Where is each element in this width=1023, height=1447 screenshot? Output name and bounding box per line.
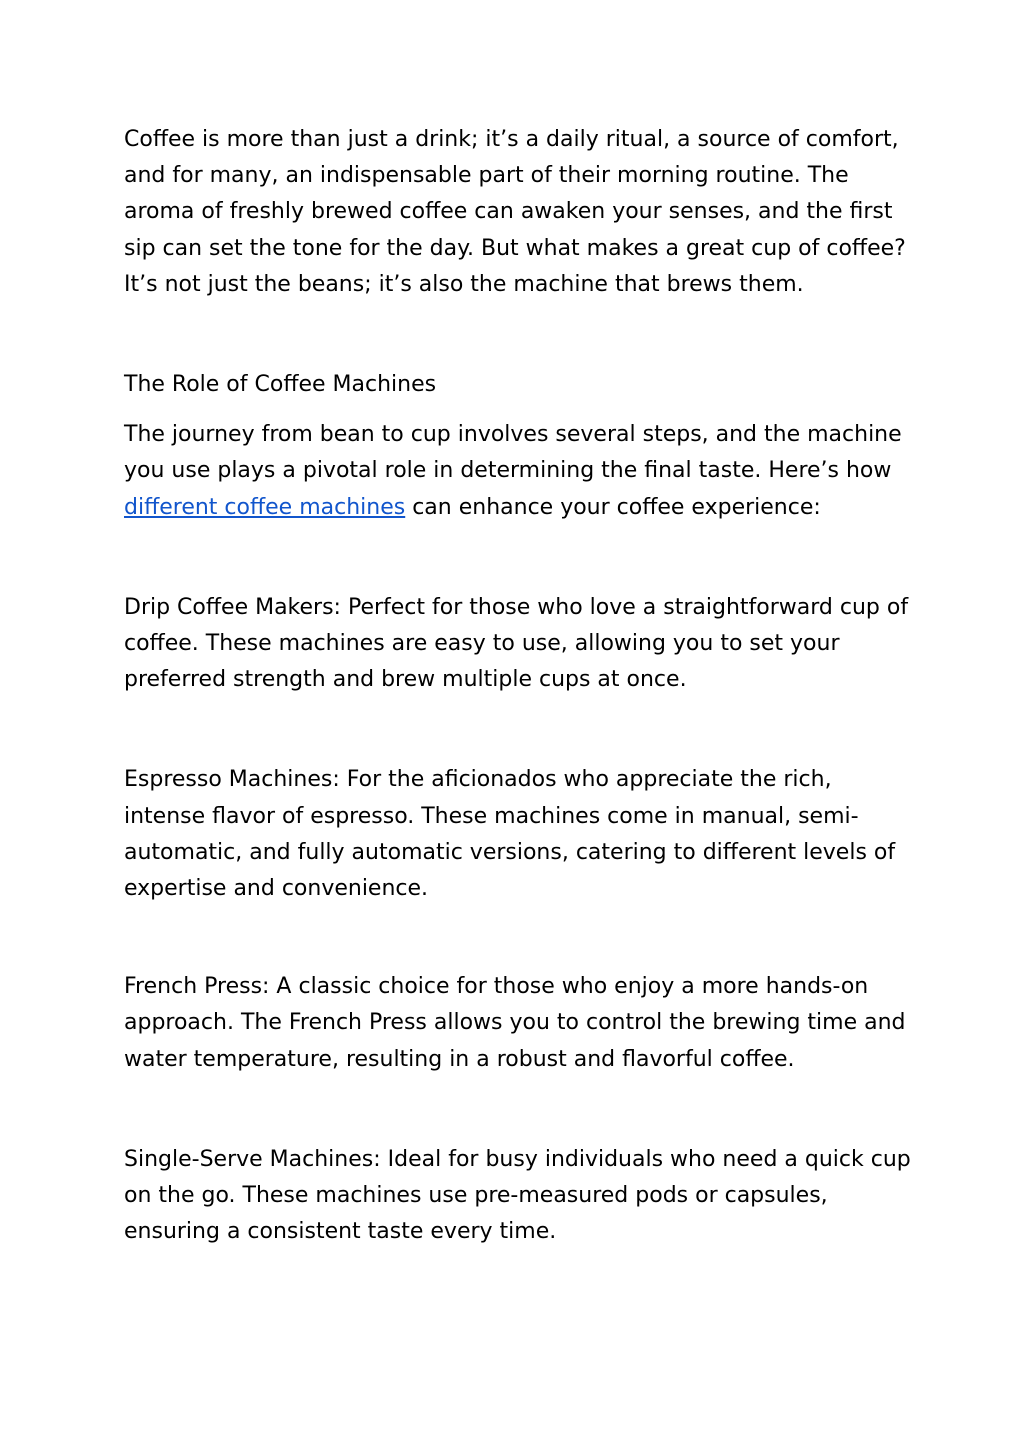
french-press-paragraph: French Press: A classic choice for those who enjoy a more hands-on approach. The French Press allows you to control the brewing time and water temperature, resulting in a robust and flavorful coffee.: [124, 974, 906, 1072]
single-serve-machines-paragraph: Single-Serve Machines: Ideal for busy individuals who need a quick cup on the go. These machines use pre-measured pods or capsules, ensuring a consistent taste every time.: [124, 1146, 911, 1245]
different-coffee-machines-link[interactable]: different coffee machines: [124, 494, 406, 520]
journey-paragraph: [124, 417, 914, 526]
journey-text-after-link: can enhance your coffee experience:: [405, 494, 821, 520]
document-body: [124, 122, 914, 1250]
intro-paragraph: Coffee is more than just a drink; it’s a daily ritual, a source of comfort, and for many, an indispensable part of their morning routine. The aroma of freshly brewed coffee can awaken your senses, and the first sip can set the tone for the day. But what makes a great cup of coffee? It’s not just the beans; it’s also the machine that brews them.: [124, 127, 906, 297]
drip-coffee-makers-paragraph: Drip Coffee Makers: Perfect for those who love a straightforward cup of coffee. These machines are easy to use, allowing you to set your preferred strength and brew multiple cups at once.: [124, 594, 909, 693]
section-heading: The Role of Coffee Machines: [124, 372, 437, 398]
espresso-machines-paragraph: Espresso Machines: For the aficionados who appreciate the rich, intense flavor of espresso. These machines come in manual, semi-automatic, and fully automatic versions, catering to different levels of expertise and convenience.: [124, 767, 896, 902]
journey-text-before-link: The journey from bean to cup involves several steps, and the machine you use plays a pivotal role in determining the final taste. Here’s how: [124, 422, 902, 484]
